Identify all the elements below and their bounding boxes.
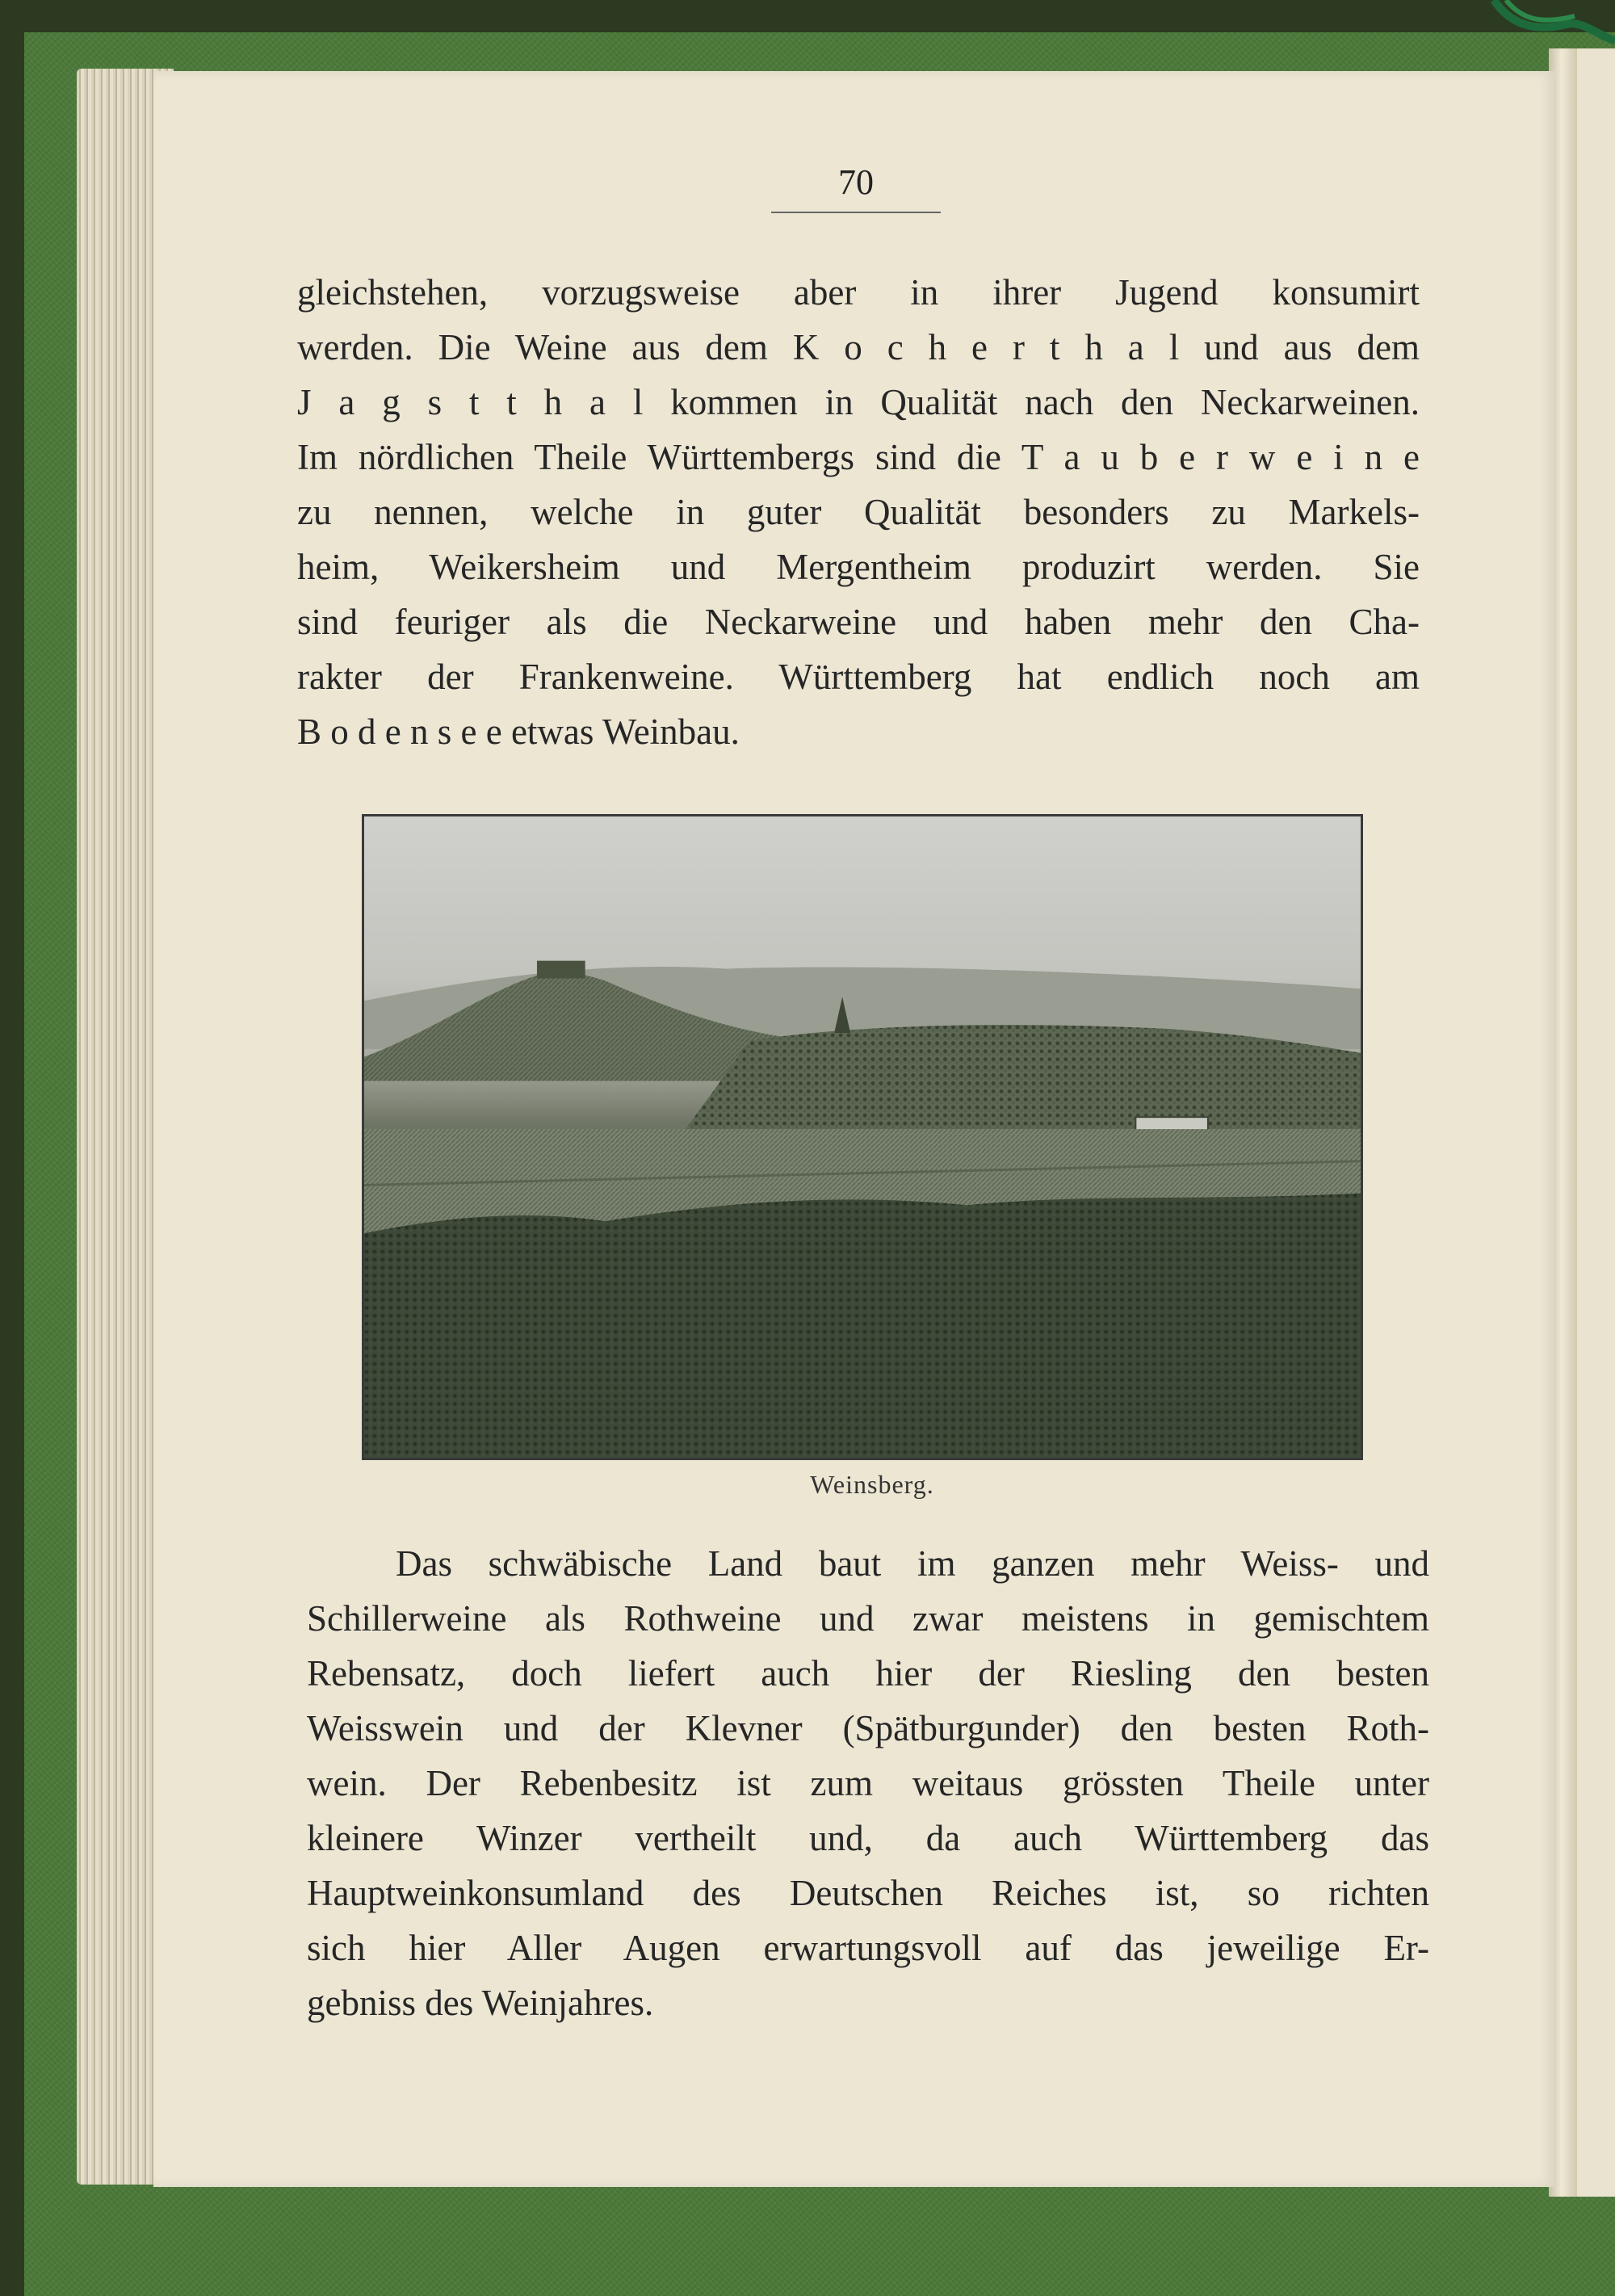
bookmark-ribbon [1478,0,1615,57]
text-line: Im nördlichen Theile Württembergs sind die T a u b e r w e i n e [297,437,1420,477]
text-line: kleinere Winzer vertheilt und, da auch Württemberg das [307,1818,1429,1858]
text-line: sich hier Aller Augen erwartungsvoll auf das jeweilige Er- [307,1928,1429,1968]
landscape-illustration [364,816,1361,1458]
paragraph-1 [297,265,1420,759]
text-line: zu nennen, welche in guter Qualität besonders zu Markels- [297,492,1420,532]
facing-page-edge [1575,48,1615,2197]
text-line: B o d e n s e e etwas Weinbau. [297,711,740,752]
text-line: Hauptweinkonsumland des Deutschen Reiches ist, so richten [307,1873,1429,1913]
weinsberg-engraving [362,814,1363,1460]
text-line: rakter der Frankenweine. Württemberg hat endlich noch am [297,657,1420,697]
text-line: gleichstehen, vorzugsweise aber in ihrer Jugend konsumirt [297,272,1420,313]
page-number: 70 [838,162,874,202]
page-number-rule [771,212,941,213]
text-line: sind feuriger als die Neckarweine und haben mehr den Cha- [297,602,1420,642]
paragraph-2 [307,1536,1429,2030]
text-line: Schillerweine als Rothweine und zwar meistens in gemischtem [307,1598,1429,1639]
text-line: Weisswein und der Klevner (Spätburgunder) den besten Roth- [307,1708,1429,1748]
text-line: werden. Die Weine aus dem K o c h e r t h a l und aus dem [297,327,1420,367]
figure-caption: Weinsberg. [810,1470,934,1499]
text-line: Rebensatz, doch liefert auch hier der Riesling den besten [307,1653,1429,1694]
text-line: wein. Der Rebenbesitz ist zum weitaus grössten Theile unter [307,1763,1429,1803]
text-line: J a g s t t h a l kommen in Qualität nach den Neckarweinen. [297,382,1420,422]
text-line: Das schwäbische Land baut im ganzen mehr Weiss- und [396,1543,1429,1584]
text-line: gebniss des Weinjahres. [307,1983,654,2023]
text-line: heim, Weikersheim und Mergentheim produzirt werden. Sie [297,547,1420,587]
